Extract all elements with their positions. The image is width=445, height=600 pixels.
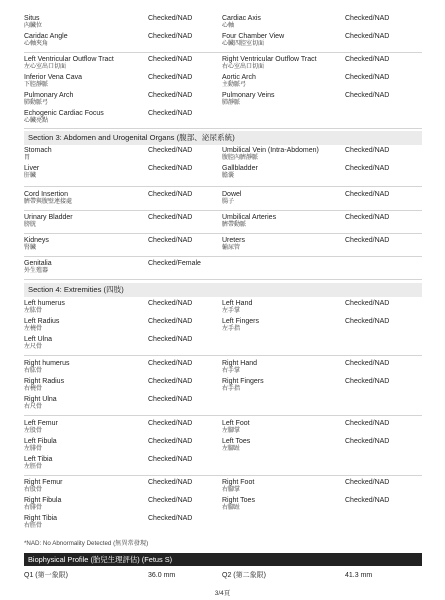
organ-name-en: Left Femur xyxy=(24,420,58,427)
organ-name-en: Aortic Arch xyxy=(222,74,256,81)
bpp-section-header: Biophysical Profile (胎兒生理評估) (Fetus S) xyxy=(24,553,422,566)
check-result: Checked/NAD xyxy=(148,360,193,367)
organ-name-en: Left Hand xyxy=(222,300,253,307)
organ-name-zh: 輸尿管 xyxy=(222,245,241,252)
organ-name-zh: 心軸夾角 xyxy=(24,41,49,48)
organ-name-en: Right Ulna xyxy=(24,396,57,403)
organ-label xyxy=(24,420,224,436)
organ-name-en: Left humerus xyxy=(24,300,65,307)
organ-name-zh: 內臟位 xyxy=(24,23,43,30)
q1-label: Q1 (第一象限) xyxy=(24,572,68,579)
organ-label xyxy=(24,336,224,352)
check-result: Checked/NAD xyxy=(345,74,390,81)
organ-name-zh: 主動脈弓 xyxy=(222,82,247,89)
check-result: Checked/NAD xyxy=(345,360,390,367)
organ-name-zh: 左手指 xyxy=(222,326,241,333)
organ-label xyxy=(24,92,224,108)
organ-label xyxy=(222,318,422,334)
organ-name-en: Right Fibula xyxy=(24,497,62,504)
check-result: Checked/NAD xyxy=(148,396,193,403)
check-result: Checked/NAD xyxy=(148,56,193,63)
organ-name-zh: 右尺骨 xyxy=(24,404,43,411)
organ-name-zh: 右心室出口切面 xyxy=(222,64,265,71)
organ-name-en: Gallbladder xyxy=(222,165,258,172)
organ-label xyxy=(24,456,224,472)
check-group xyxy=(24,145,422,187)
check-result: Checked/NAD xyxy=(148,147,193,154)
organ-name-zh: 右脛骨 xyxy=(24,523,43,530)
check-group xyxy=(24,477,422,535)
organ-name-zh: 腎臟 xyxy=(24,245,37,252)
organ-name-zh: 左橈骨 xyxy=(24,326,43,333)
organ-name-en: Right Toes xyxy=(222,497,255,504)
organ-name-en: Umbilical Vein (Intra-Abdomen) xyxy=(222,147,319,154)
organ-name-zh: 左腓骨 xyxy=(24,446,43,453)
organ-label xyxy=(222,33,422,49)
organ-name-zh: 右肱骨 xyxy=(24,368,43,375)
check-result: Checked/NAD xyxy=(148,165,193,172)
check-result: Checked/NAD xyxy=(345,497,390,504)
organ-name-en: Right Femur xyxy=(24,479,63,486)
organ-label xyxy=(222,15,422,31)
organ-name-zh: 右腓骨 xyxy=(24,505,43,512)
organ-name-en: Right Foot xyxy=(222,479,255,486)
organ-name-zh: 右手掌 xyxy=(222,368,241,375)
organ-name-zh: 臍帶動脈 xyxy=(222,222,247,229)
organ-label xyxy=(24,360,224,376)
nad-footnote: *NAD: No Abnormality Detected (無異常發現) xyxy=(24,540,149,547)
organ-name-en: Stomach xyxy=(24,147,52,154)
check-result: Checked/NAD xyxy=(148,110,193,117)
page-number: 3/4頁 xyxy=(214,590,231,597)
organ-name-en: Left Radius xyxy=(24,318,60,325)
organ-name-zh: 左腳趾 xyxy=(222,446,241,453)
organ-name-zh: 左股骨 xyxy=(24,428,43,435)
organ-name-zh: 左腳掌 xyxy=(222,428,241,435)
check-result: Checked/NAD xyxy=(345,147,390,154)
check-group xyxy=(24,358,422,416)
organ-name-zh: 左心室出口切面 xyxy=(24,64,67,71)
check-result: Checked/NAD xyxy=(148,378,193,385)
organ-label xyxy=(222,378,422,394)
check-group xyxy=(24,54,422,129)
organ-name-zh: 肺動脈弓 xyxy=(24,100,49,107)
organ-label xyxy=(24,479,224,495)
check-result: Checked/NAD xyxy=(148,438,193,445)
organ-label xyxy=(24,165,224,181)
organ-name-en: Left Fibula xyxy=(24,438,57,445)
check-result: Checked/NAD xyxy=(345,420,390,427)
organ-name-en: Left Fingers xyxy=(222,318,259,325)
check-group xyxy=(24,418,422,476)
check-result: Checked/NAD xyxy=(148,336,193,343)
organ-label xyxy=(24,515,224,531)
check-group xyxy=(24,189,422,211)
organ-label xyxy=(222,420,422,436)
q1-value: 36.0 mm xyxy=(148,572,176,579)
check-group xyxy=(24,235,422,257)
organ-label xyxy=(222,165,422,181)
q2-label: Q2 (第二象限) xyxy=(222,572,266,579)
organ-name-zh: 右腳趾 xyxy=(222,505,241,512)
organ-name-zh: 下腔靜脈 xyxy=(24,82,49,89)
organ-name-en: Umbilical Arteries xyxy=(222,214,277,221)
organ-name-en: Right Tibia xyxy=(24,515,58,522)
organ-name-en: Left Ventricular Outflow Tract xyxy=(24,56,114,63)
check-result: Checked/NAD xyxy=(345,165,390,172)
check-result: Checked/NAD xyxy=(148,479,193,486)
organ-name-en: Pulmonary Arch xyxy=(24,92,74,99)
organ-name-zh: 心軸 xyxy=(222,23,235,30)
organ-name-en: Left Foot xyxy=(222,420,250,427)
check-group xyxy=(24,212,422,234)
organ-label xyxy=(222,147,422,163)
organ-name-en: Right Radius xyxy=(24,378,65,385)
check-result: Checked/NAD xyxy=(148,300,193,307)
organ-name-en: Echogenic Cardiac Focus xyxy=(24,110,104,117)
check-group xyxy=(24,258,422,280)
organ-label xyxy=(24,318,224,334)
organ-label xyxy=(222,214,422,230)
check-result: Checked/NAD xyxy=(148,456,193,463)
organ-name-zh: 左脛骨 xyxy=(24,464,43,471)
organ-name-en: Four Chamber View xyxy=(222,33,285,40)
check-result: Checked/NAD xyxy=(148,318,193,325)
organ-name-zh: 左手掌 xyxy=(222,308,241,315)
check-result: Checked/NAD xyxy=(345,15,390,22)
organ-name-en: Right humerus xyxy=(24,360,70,367)
organ-name-zh: 左尺骨 xyxy=(24,344,43,351)
organ-label xyxy=(24,74,224,90)
check-result: Checked/NAD xyxy=(148,74,193,81)
q2-value: 41.3 mm xyxy=(345,572,373,579)
organ-label xyxy=(222,360,422,376)
organ-name-en: Left Ulna xyxy=(24,336,53,343)
organ-label xyxy=(222,497,422,513)
organ-name-zh: 膽囊 xyxy=(222,173,235,180)
organ-label xyxy=(222,92,422,108)
check-result: Checked/NAD xyxy=(345,479,390,486)
organ-label xyxy=(24,214,224,230)
check-result: Checked/NAD xyxy=(148,214,193,221)
organ-name-en: Right Hand xyxy=(222,360,258,367)
organ-name-zh: 肺靜脈 xyxy=(222,100,241,107)
organ-label xyxy=(222,74,422,90)
organ-name-zh: 右股骨 xyxy=(24,487,43,494)
organ-label xyxy=(222,479,422,495)
organ-label xyxy=(24,378,224,394)
organ-label xyxy=(222,56,422,72)
check-group xyxy=(24,298,422,356)
organ-name-en: Left Tibia xyxy=(24,456,53,463)
organ-name-en: Urinary Bladder xyxy=(24,214,73,221)
check-result: Checked/NAD xyxy=(345,318,390,325)
check-group xyxy=(24,13,422,53)
organ-name-en: Kidneys xyxy=(24,237,49,244)
check-result: Checked/NAD xyxy=(345,214,390,221)
organ-name-zh: 肝臟 xyxy=(24,173,37,180)
check-result: Checked/NAD xyxy=(148,497,193,504)
organ-name-en: Right Ventricular Outflow Tract xyxy=(222,56,317,63)
organ-label xyxy=(222,300,422,316)
check-result: Checked/Female xyxy=(148,260,201,267)
check-result: Checked/NAD xyxy=(345,378,390,385)
organ-name-en: Genitalia xyxy=(24,260,52,267)
organ-name-en: Situs xyxy=(24,15,40,22)
organ-name-en: Right Fingers xyxy=(222,378,264,385)
organ-name-zh: 胃 xyxy=(24,155,31,162)
organ-label xyxy=(24,396,224,412)
organ-name-en: Caridac Angle xyxy=(24,33,68,40)
organ-label xyxy=(24,147,224,163)
organ-label xyxy=(222,438,422,454)
check-result: Checked/NAD xyxy=(148,92,193,99)
organ-name-zh: 左肱骨 xyxy=(24,308,43,315)
organ-name-zh: 右手指 xyxy=(222,386,241,393)
check-result: Checked/NAD xyxy=(148,420,193,427)
organ-name-zh: 臍帶與腹壁連接處 xyxy=(24,199,73,206)
check-result: Checked/NAD xyxy=(345,33,390,40)
check-result: Checked/NAD xyxy=(345,237,390,244)
organ-name-zh: 外生殖器 xyxy=(24,268,49,275)
check-result: Checked/NAD xyxy=(148,33,193,40)
organ-name-zh: 心臟四腔室切面 xyxy=(222,41,265,48)
organ-name-en: Pulmonary Veins xyxy=(222,92,275,99)
organ-name-en: Cord Insertion xyxy=(24,191,68,198)
organ-label xyxy=(24,15,224,31)
check-result: Checked/NAD xyxy=(345,56,390,63)
organ-label xyxy=(24,438,224,454)
organ-label xyxy=(222,237,422,253)
organ-name-zh: 右腳掌 xyxy=(222,487,241,494)
organ-name-en: Dowel xyxy=(222,191,242,198)
check-result: Checked/NAD xyxy=(148,15,193,22)
check-result: Checked/NAD xyxy=(148,515,193,522)
check-result: Checked/NAD xyxy=(148,191,193,198)
organ-name-en: Ureters xyxy=(222,237,245,244)
check-result: Checked/NAD xyxy=(345,191,390,198)
section-4-header: Section 4: Extremities (四肢) xyxy=(24,283,422,297)
organ-name-zh: 膀胱 xyxy=(24,222,37,229)
organ-label xyxy=(24,110,224,126)
organ-name-en: Left Toes xyxy=(222,438,251,445)
organ-name-zh: 腸子 xyxy=(222,199,235,206)
organ-name-zh: 腹腔內臍靜脈 xyxy=(222,155,259,162)
organ-label xyxy=(24,497,224,513)
section-3-header: Section 3: Abdomen and Urogenital Organs (腹部、泌尿系統) xyxy=(24,131,422,145)
organ-label xyxy=(24,237,224,253)
organ-label xyxy=(24,191,224,207)
organ-name-en: Liver xyxy=(24,165,40,172)
organ-label xyxy=(24,56,224,72)
organ-label xyxy=(222,191,422,207)
organ-label xyxy=(24,33,224,49)
organ-name-zh: 心臟亮點 xyxy=(24,118,49,125)
check-result: Checked/NAD xyxy=(345,92,390,99)
organ-name-en: Cardiac Axis xyxy=(222,15,261,22)
check-result: Checked/NAD xyxy=(345,438,390,445)
check-result: Checked/NAD xyxy=(345,300,390,307)
organ-name-zh: 右橈骨 xyxy=(24,386,43,393)
check-result: Checked/NAD xyxy=(148,237,193,244)
organ-label xyxy=(24,300,224,316)
organ-name-en: Inferior Vena Cava xyxy=(24,74,82,81)
